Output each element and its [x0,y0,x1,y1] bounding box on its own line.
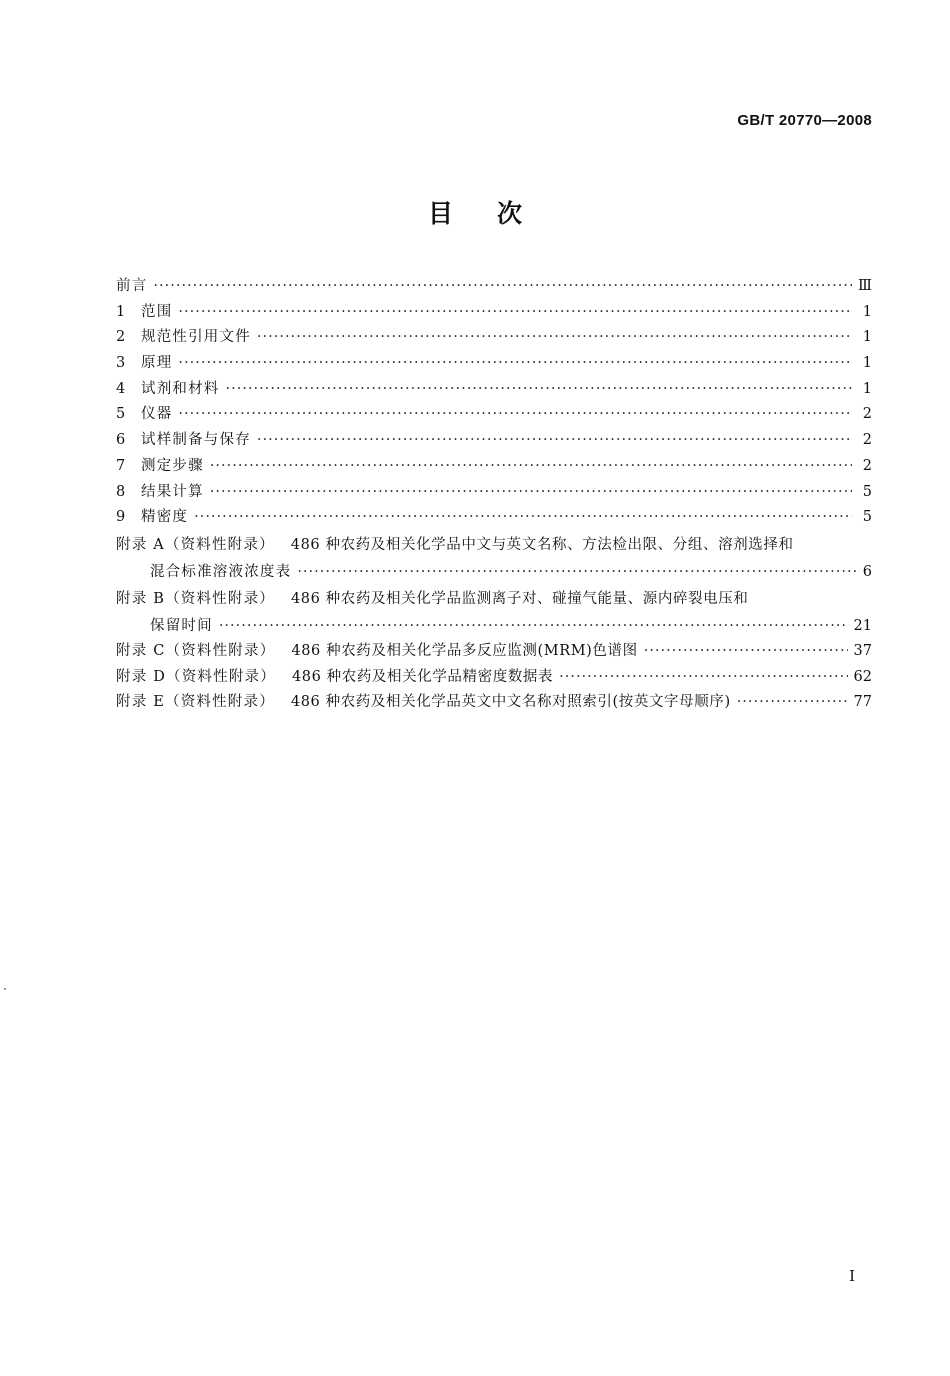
leader-dots [194,505,852,531]
leader-dots [737,690,848,716]
toc-entry-number: 1 [116,303,126,320]
toc-entry-number: 4 [116,380,126,397]
leader-dots [297,559,856,585]
toc-entry-page: 62 [853,668,872,685]
leader-dots [178,351,852,377]
toc-entry-label: 规范性引用文件 [141,329,251,346]
toc-entry-number: 8 [116,483,126,500]
appendix-head: 附录 C（资料性附录） [116,642,276,659]
leader-dots [226,377,853,403]
toc-entry-label: 前言 [116,278,148,294]
toc-entry-label: 试剂和材料 [141,380,220,397]
toc-entry-page: 6 [862,563,872,580]
page-number: I [849,1267,855,1285]
toc-entry-1[interactable] [116,300,872,326]
toc-entry-page: 21 [853,617,872,634]
toc-entry-page: 2 [862,457,872,474]
toc-appendix-b[interactable] [116,585,872,639]
leader-dots [559,665,847,691]
toc-entry-page: 1 [862,303,872,320]
standard-number: GB/T 20770—2008 [737,112,872,129]
toc-entry-2[interactable] [116,325,872,351]
toc-entry-page: 5 [862,483,872,500]
appendix-title: 486 种农药及相关化学品多反应监测(MRM)色谱图 [291,642,638,659]
table-of-contents [116,274,872,716]
leader-dots [153,274,852,300]
toc-entry-9[interactable] [116,505,872,531]
toc-appendix-e[interactable] [116,690,872,716]
toc-entry-label: 原理 [141,355,173,372]
toc-entry-3[interactable] [116,351,872,377]
toc-entry-page: 1 [862,380,872,397]
appendix-title-continuation: 保留时间 [150,617,213,634]
toc-entry-6[interactable] [116,428,872,454]
leader-dots [178,402,852,428]
appendix-head: 附录 E（资料性附录） [116,694,275,711]
leader-dots [257,325,852,351]
toc-entry-page: 2 [862,406,872,423]
leader-dots [219,613,848,639]
toc-entry-foreword[interactable] [116,274,872,300]
toc-entry-page: Ⅲ [858,278,872,294]
toc-entry-label: 测定步骤 [141,457,204,474]
leader-dots [178,300,852,326]
toc-entry-5[interactable] [116,402,872,428]
toc-appendix-c[interactable] [116,639,872,665]
leader-dots [210,480,852,506]
toc-entry-label: 范围 [141,303,173,320]
toc-entry-7[interactable] [116,454,872,480]
toc-appendix-d[interactable] [116,665,872,691]
toc-entry-label: 试样制备与保存 [141,432,251,449]
toc-entry-page: 37 [853,642,872,659]
appendix-title: 486 种农药及相关化学品监测离子对、碰撞气能量、源内碎裂电压和 [290,590,749,607]
toc-appendix-a[interactable] [116,531,872,585]
appendix-title-continuation: 混合标准溶液浓度表 [150,563,292,580]
appendix-title: 486 种农药及相关化学品中文与英文名称、方法检出限、分组、溶剂选择和 [290,536,794,553]
toc-entry-number: 7 [116,457,126,474]
toc-entry-number: 6 [116,432,126,449]
toc-entry-8[interactable] [116,480,872,506]
leader-dots [644,639,848,665]
scan-speck [4,988,6,990]
toc-entry-label: 精密度 [141,509,189,526]
toc-entry-page: 2 [862,432,872,449]
toc-entry-label: 结果计算 [141,483,204,500]
toc-entry-page: 1 [862,329,872,346]
toc-entry-number: 5 [116,406,126,423]
appendix-head: 附录 B（资料性附录） [116,590,275,607]
toc-entry-page: 1 [862,355,872,372]
appendix-title: 486 种农药及相关化学品精密度数据表 [291,668,554,685]
toc-entry-page: 5 [862,509,872,526]
toc-entry-label: 仪器 [141,406,173,423]
toc-entry-number: 3 [116,355,126,372]
leader-dots [257,428,852,454]
toc-entry-number: 2 [116,329,126,346]
leader-dots [210,454,852,480]
appendix-title: 486 种农药及相关化学品英文中文名称对照索引(按英文字母顺序) [290,694,731,711]
toc-entry-4[interactable] [116,377,872,403]
toc-entry-page: 77 [853,694,872,711]
toc-entry-number: 9 [116,509,126,526]
page-title: 目次 [427,199,566,228]
appendix-head: 附录 A（资料性附录） [116,536,275,553]
appendix-head: 附录 D（资料性附录） [116,668,276,685]
